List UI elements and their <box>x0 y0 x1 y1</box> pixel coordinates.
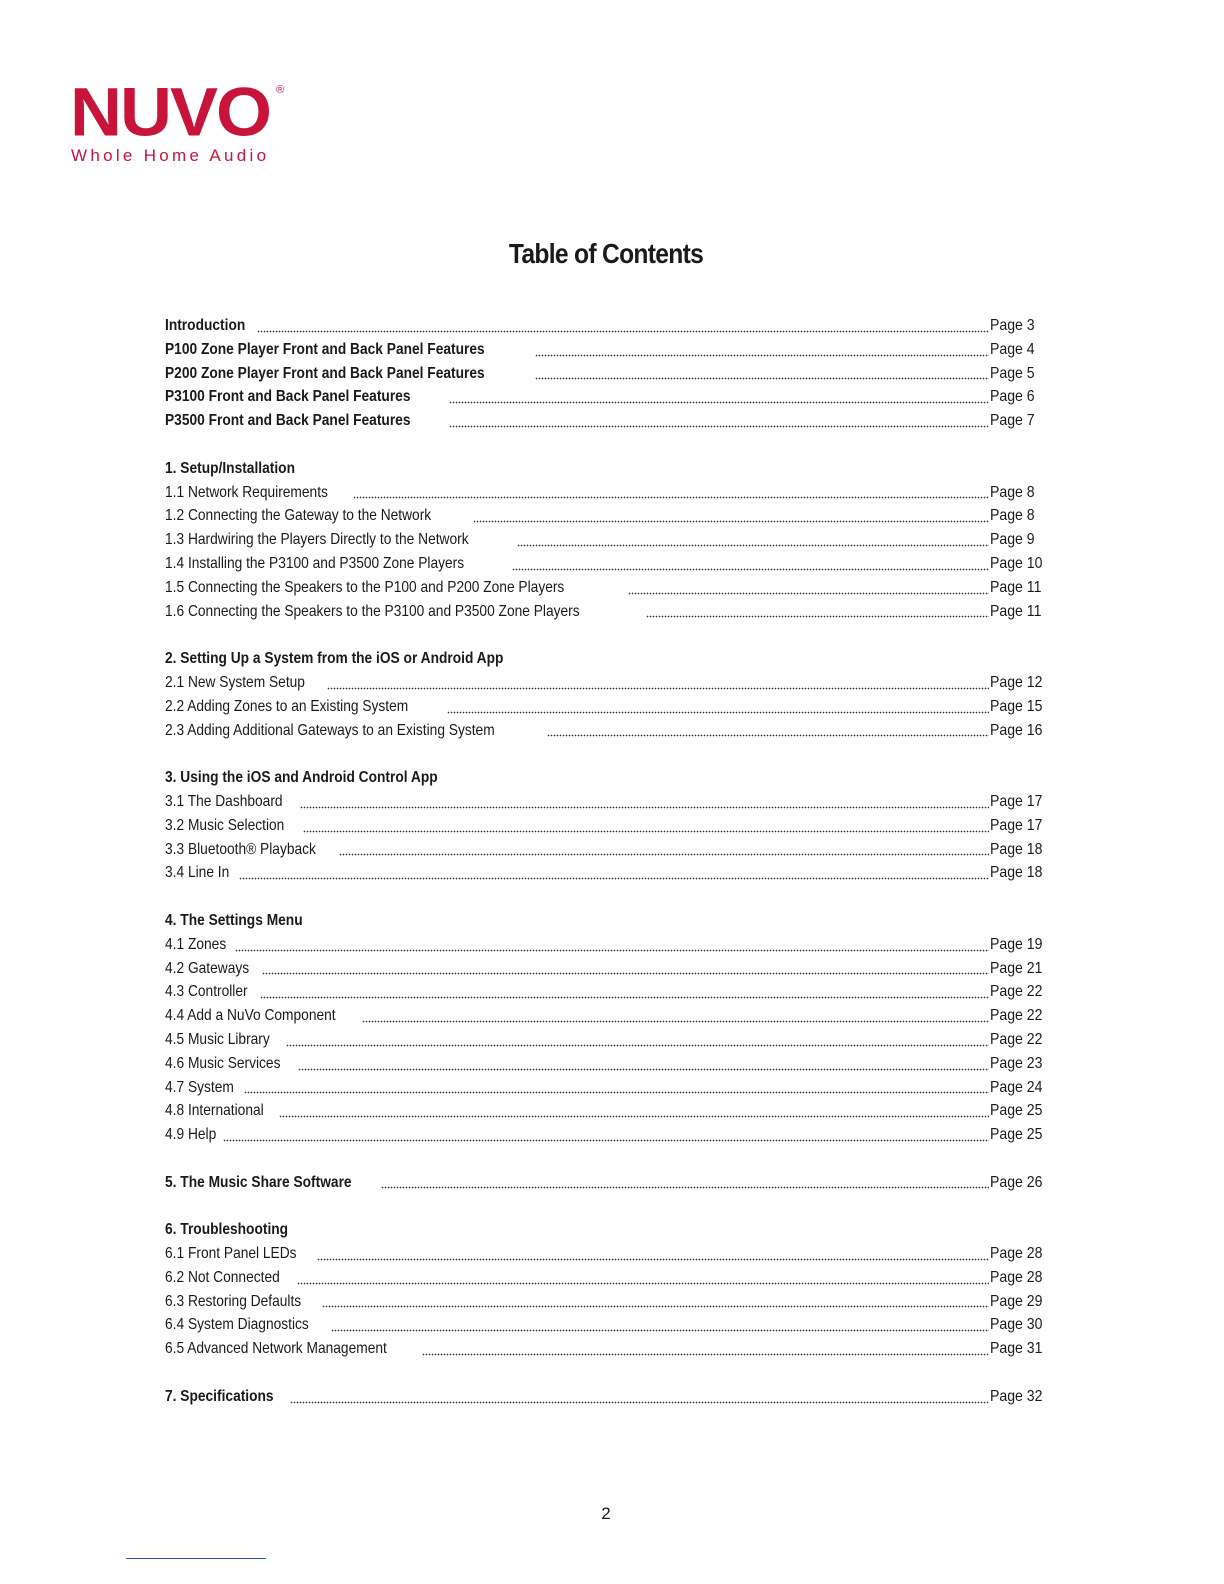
toc-entry[interactable] <box>165 1076 1045 1100</box>
toc-entry-label: 5. The Music Share Software <box>165 1173 352 1191</box>
leader-dots <box>235 932 989 952</box>
section-heading[interactable]: 6. Troubleshooting <box>165 1221 289 1239</box>
toc-entry[interactable] <box>165 1290 1045 1314</box>
toc-entry[interactable] <box>165 1337 1045 1361</box>
toc-entry[interactable] <box>165 552 1045 576</box>
toc-entry-page: Page 7 <box>990 412 1035 430</box>
toc-section-control-app <box>165 766 1045 885</box>
leader-dots <box>628 575 989 595</box>
registered-mark: ® <box>276 84 285 96</box>
toc-entry[interactable] <box>165 790 1045 814</box>
toc-entry-page: Page 5 <box>990 364 1035 382</box>
toc-entry-page: Page 18 <box>990 864 1043 882</box>
toc-entry-label: 4.5 Music Library <box>165 1030 270 1048</box>
toc-entry-page: Page 19 <box>990 935 1043 953</box>
section-heading[interactable]: 3. Using the iOS and Android Control App <box>165 769 438 787</box>
toc-entry[interactable] <box>165 1004 1045 1028</box>
toc-entry-label: 4.3 Controller <box>165 983 248 1001</box>
toc-entry-label: 1.4 Installing the P3100 and P3500 Zone Players <box>165 554 465 572</box>
toc-entry-page: Page 15 <box>990 697 1043 715</box>
toc-entry-label: P100 Zone Player Front and Back Panel Features <box>165 340 485 358</box>
toc-entry[interactable] <box>165 409 1045 433</box>
toc-entry-label: 6.2 Not Connected <box>165 1268 280 1286</box>
leader-dots <box>297 1265 989 1285</box>
toc-entry[interactable] <box>165 1099 1045 1123</box>
toc-entry-page: Page 28 <box>990 1268 1043 1286</box>
nuvo-logo <box>70 74 290 170</box>
toc-entry-label: 3.1 The Dashboard <box>165 792 283 810</box>
toc-entry-label: 1.1 Network Requirements <box>165 483 328 501</box>
leader-dots <box>422 1336 989 1356</box>
toc-entry[interactable] <box>165 362 1045 386</box>
toc-entry[interactable] <box>165 1123 1045 1147</box>
leader-dots <box>257 313 989 333</box>
toc-entry-label: 1.3 Hardwiring the Players Directly to the Network <box>165 531 469 549</box>
toc-entry-label: 4.6 Music Services <box>165 1054 281 1072</box>
logo-tagline: Whole Home Audio <box>71 146 270 165</box>
leader-dots <box>447 694 989 714</box>
leader-dots <box>353 479 989 499</box>
page-title: Table of Contents <box>508 238 704 269</box>
leader-dots <box>317 1241 989 1261</box>
toc-entry[interactable] <box>165 838 1045 862</box>
toc-entry[interactable] <box>165 1313 1045 1337</box>
section-heading[interactable]: 4. The Settings Menu <box>165 911 303 929</box>
leader-dots <box>517 527 989 547</box>
leader-dots <box>449 384 989 404</box>
toc-entry-page: Page 22 <box>990 983 1043 1001</box>
toc-entry-label: 6.5 Advanced Network Management <box>165 1340 387 1358</box>
leader-dots <box>327 670 989 690</box>
toc-entry-page: Page 23 <box>990 1054 1043 1072</box>
toc-section-app-setup <box>165 647 1045 742</box>
section-heading[interactable]: 1. Setup/Installation <box>165 459 295 477</box>
toc-entry[interactable] <box>165 600 1045 624</box>
toc-entry[interactable] <box>165 671 1045 695</box>
toc-entry-page: Page 21 <box>990 959 1043 977</box>
leader-dots <box>262 955 989 975</box>
leader-dots <box>260 979 989 999</box>
toc-entry[interactable] <box>165 1052 1045 1076</box>
toc-entry[interactable] <box>165 338 1045 362</box>
toc-entry-label: P3100 Front and Back Panel Features <box>165 388 411 406</box>
toc-entry-page: Page 11 <box>990 578 1042 596</box>
toc-entry-page: Page 28 <box>990 1245 1043 1263</box>
toc-entry-page: Page 29 <box>990 1292 1043 1310</box>
toc-entry[interactable] <box>165 957 1045 981</box>
leader-dots <box>244 1074 989 1094</box>
leader-dots <box>547 717 989 737</box>
toc-entry-label: 2.1 New System Setup <box>165 673 305 691</box>
toc-entry-page: Page 3 <box>990 317 1035 334</box>
toc-entry[interactable] <box>165 576 1045 600</box>
leader-dots <box>362 1003 989 1023</box>
toc-entry-page: Page 4 <box>990 340 1035 358</box>
toc-entry[interactable] <box>165 719 1045 743</box>
toc-entry-page: Page 11 <box>990 602 1042 620</box>
toc-section-specifications <box>165 1385 1045 1409</box>
leader-dots <box>239 860 990 880</box>
table-of-contents <box>165 314 1045 1432</box>
leader-dots <box>646 598 989 618</box>
toc-entry-label: 3.3 Bluetooth® Playback <box>165 840 316 858</box>
leader-dots <box>381 1169 989 1189</box>
toc-entry-page: Page 8 <box>990 507 1035 525</box>
toc-intro-group <box>165 314 1045 433</box>
toc-entry-label: P3500 Front and Back Panel Features <box>165 412 411 430</box>
toc-entry-label: 4.9 Help <box>165 1126 217 1144</box>
toc-entry-label: 1.2 Connecting the Gateway to the Network <box>165 507 432 525</box>
leader-dots <box>473 503 989 523</box>
toc-entry-page: Page 30 <box>990 1316 1043 1334</box>
toc-entry[interactable] <box>165 980 1045 1004</box>
toc-entry-label: 3.4 Line In <box>165 864 230 882</box>
toc-entry-label: 1.6 Connecting the Speakers to the P3100 and P3500 Zone Players <box>165 602 580 620</box>
toc-section-music-share <box>165 1171 1045 1195</box>
toc-section-troubleshooting <box>165 1218 1045 1361</box>
toc-entry-label: 7. Specifications <box>165 1387 274 1405</box>
toc-entry-label: 4.2 Gateways <box>165 959 250 977</box>
toc-entry-label: 4.1 Zones <box>165 935 227 953</box>
page-number: 2 <box>601 1504 611 1523</box>
toc-entry[interactable] <box>165 933 1045 957</box>
toc-entry-label: 4.4 Add a NuVo Component <box>165 1007 336 1025</box>
leader-dots <box>286 1027 989 1047</box>
toc-entry-page: Page 32 <box>990 1387 1043 1405</box>
leader-dots <box>331 1312 989 1332</box>
toc-entry-page: Page 8 <box>990 483 1035 501</box>
footer-link-underline <box>126 1558 266 1559</box>
toc-entry-label: 3.2 Music Selection <box>165 816 285 834</box>
leader-dots <box>535 337 989 357</box>
leader-dots <box>322 1288 989 1308</box>
toc-entry-page: Page 26 <box>990 1173 1043 1191</box>
toc-entry[interactable] <box>165 504 1045 528</box>
toc-entry-label: P200 Zone Player Front and Back Panel Features <box>165 364 485 382</box>
toc-entry-label: 1.5 Connecting the Speakers to the P100 and P200 Zone Players <box>165 578 565 596</box>
leader-dots <box>298 1051 989 1071</box>
toc-entry-page: Page 6 <box>990 388 1035 406</box>
toc-entry[interactable] <box>165 481 1045 505</box>
toc-entry-page: Page 18 <box>990 840 1043 858</box>
leader-dots <box>279 1098 989 1118</box>
leader-dots <box>303 813 990 833</box>
toc-entry[interactable] <box>165 528 1045 552</box>
toc-entry[interactable] <box>165 1242 1045 1266</box>
leader-dots <box>339 836 989 856</box>
toc-entry-page: Page 22 <box>990 1030 1043 1048</box>
toc-entry-label: 4.8 International <box>165 1102 264 1120</box>
toc-section-settings <box>165 909 1045 1147</box>
toc-section-setup <box>165 457 1045 624</box>
section-heading[interactable]: 2. Setting Up a System from the iOS or Android App <box>165 650 504 668</box>
toc-entry-page: Page 10 <box>990 554 1043 572</box>
toc-entry-page: Page 17 <box>990 792 1043 810</box>
toc-entry[interactable] <box>165 1266 1045 1290</box>
toc-entry-page: Page 24 <box>990 1078 1043 1096</box>
leader-dots <box>535 360 989 380</box>
toc-entry-label: Introduction <box>165 317 246 334</box>
toc-entry-page: Page 25 <box>990 1102 1043 1120</box>
toc-entry-label: 6.1 Front Panel LEDs <box>165 1245 297 1263</box>
toc-entry[interactable] <box>165 1028 1045 1052</box>
leader-dots <box>290 1384 989 1404</box>
toc-entry-page: Page 25 <box>990 1126 1043 1144</box>
logo-wordmark: NUVO <box>70 74 271 151</box>
toc-entry-label: 4.7 System <box>165 1078 234 1096</box>
toc-entry-page: Page 16 <box>990 721 1043 739</box>
toc-entry[interactable] <box>165 385 1045 409</box>
leader-dots <box>223 1122 989 1142</box>
toc-entry[interactable] <box>165 814 1045 838</box>
toc-entry[interactable] <box>165 861 1045 885</box>
leader-dots <box>449 408 989 428</box>
leader-dots <box>300 789 989 809</box>
toc-entry[interactable] <box>165 314 1045 338</box>
toc-entry-label: 2.3 Adding Additional Gateways to an Existing System <box>165 721 495 739</box>
leader-dots <box>512 551 989 571</box>
toc-entry[interactable] <box>165 1385 1045 1409</box>
toc-entry-label: 2.2 Adding Zones to an Existing System <box>165 697 409 715</box>
toc-entry-page: Page 9 <box>990 531 1035 549</box>
toc-entry-label: 6.4 System Diagnostics <box>165 1316 309 1334</box>
toc-entry-page: Page 12 <box>990 673 1043 691</box>
toc-entry[interactable] <box>165 695 1045 719</box>
toc-entry[interactable] <box>165 1171 1045 1195</box>
toc-entry-page: Page 31 <box>990 1340 1043 1358</box>
toc-entry-page: Page 22 <box>990 1007 1043 1025</box>
toc-entry-label: 6.3 Restoring Defaults <box>165 1292 302 1310</box>
toc-entry-page: Page 17 <box>990 816 1043 834</box>
